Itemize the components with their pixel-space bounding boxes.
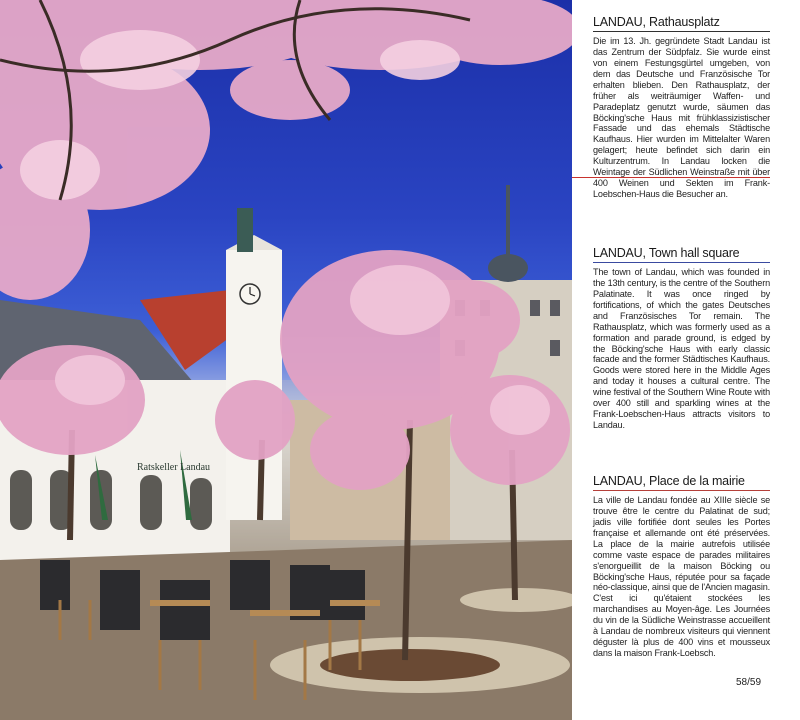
section-heading-french: LANDAU, Place de la mairie	[593, 474, 745, 488]
section-german	[593, 15, 770, 200]
heading-rule-french	[593, 490, 770, 491]
section-french	[593, 474, 770, 659]
ratskeller-sign: Ratskeller Landau	[137, 462, 211, 473]
section-body-french: La ville de Landau fondée au XIIIe siècle se trouve être le centre du Palatinat de sud; jadis ville fortifiée dont seules les Portes française et allemande ont été préservées. La place de la mairie autrefois utilisée comme vaste espace de parades militaires s'enorgueillit de la maison Böcking ou Böcking'sche Haus, réputée pour sa façade néo-classique, ainsi que de l'Ancien magasin. C'est ici qu'étaient stockées les marchandises au Moyen-âge. Les Journées du vin de la Südliche Weinstrasse accueillent à Landau de nombreux visiteurs qui viennent déguster là plus de 400 vins et mousseux dans la maison Frank-Loebsch.	[593, 495, 770, 658]
section-heading-english: LANDAU, Town hall square	[593, 246, 740, 260]
section-body-german: Die im 13. Jh. gegründete Stadt Landau ist das Zentrum der Südpfalz. Sie wurde einst von einem Festungsgürtel umgeben, von dem das Deutsche und Französische Tor erhalten blieben. Den Rathausplatz, der früher als weiträumiger Waffen- und Paradeplatz genutzt wurde, säumen das Böcking'sche Haus mit frühklassizistischer Fassade und das ehemals Städtische Kaufhaus. Hier wurden im Mittelalter Waren gelagert; heute befindet sich darin ein Kulturzentrum. In Landau locken die Weintage der Südlichen Weinstraße mit über 400 Weinen und Sekten im Frank-Loebschen-Haus die Besucher an.	[593, 36, 770, 199]
page-number: 58/59	[736, 677, 762, 688]
heading-rule-german	[593, 31, 770, 32]
heading-rule-english	[593, 262, 770, 263]
text-column	[593, 0, 770, 720]
section-body-english: The town of Landau, which was founded in the 13th century, is the centre of the Southern Palatinate. It was once ringed by fortifications, of which the gates Deutsches and Französisches Tor remain. The Rathausplatz, which was formerly used as a formation and parade ground, is edged by the Böcking'sche Haus with early classic facade and the former Städtisches Kaufhaus. Goods were stored here in the Middle Ages and today it houses a cultural centre. The wine festival of the Southern Wine Route with over 400 still and sparkling wines at the Frank-Loebschen-Haus attracts visitors to Landau.	[593, 267, 770, 430]
section-english	[593, 246, 770, 431]
section-heading-german: LANDAU, Rathausplatz	[593, 15, 720, 29]
